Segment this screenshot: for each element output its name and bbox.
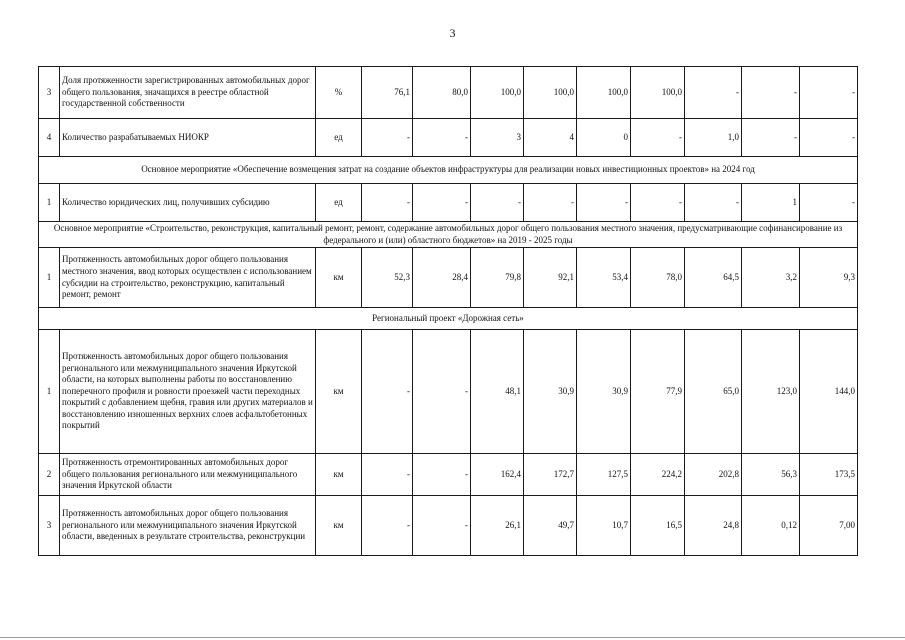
value-cell: 65,0 (685, 330, 742, 454)
value-cell: 80,0 (413, 67, 471, 119)
value-cell: 64,5 (685, 248, 742, 308)
value-cell: - (362, 119, 413, 157)
value-cell: 76,1 (362, 67, 413, 119)
value-cell: - (362, 184, 413, 222)
value-cell: 53,4 (577, 248, 631, 308)
value-cell: - (413, 330, 471, 454)
unit-of-measure: % (316, 67, 362, 119)
indicator-name: Количество разрабатываемых НИОКР (60, 119, 316, 157)
indicator-name: Протяженность отремонтированных автомобильных дорог общего пользования регионального или межмуниципального значения Иркутской области (60, 454, 316, 496)
scan-edge-line (0, 637, 905, 638)
indicator-name: Протяженность автомобильных дорог общего пользования местного значения, ввод которых осуществлен с использованием субсидии на строительство, реконструкцию, капитальный ремонт, ремонт (60, 248, 316, 308)
page-number: 3 (449, 26, 456, 40)
value-cell: - (471, 184, 524, 222)
value-cell: - (631, 119, 685, 157)
unit-of-measure: км (316, 454, 362, 496)
value-cell: 3,2 (742, 248, 800, 308)
value-cell: 7,00 (800, 496, 858, 556)
indicator-name: Протяженность автомобильных дорог общего пользования регионального или межмуниципального значения Иркутской области, на которых выполнены работы по восстановлению поперечного профиля и ровности проезжей части переходных покрытий с добавлением щебня, гравия или других материалов и восстановлению изношенных верхних слоев асфальтобетонных покрытий (60, 330, 316, 454)
value-cell: - (524, 184, 577, 222)
section-title: Региональный проект «Дорожная сеть» (39, 308, 858, 330)
unit-of-measure: ед (316, 119, 362, 157)
table-row (39, 248, 858, 308)
value-cell: 224,2 (631, 454, 685, 496)
value-cell: 9,3 (800, 248, 858, 308)
value-cell: 30,9 (524, 330, 577, 454)
value-cell: 26,1 (471, 496, 524, 556)
value-cell: - (413, 184, 471, 222)
value-cell: 100,0 (631, 67, 685, 119)
value-cell: - (362, 496, 413, 556)
value-cell: - (742, 67, 800, 119)
value-cell: 4 (524, 119, 577, 157)
indicators-table (38, 66, 858, 556)
value-cell: - (685, 67, 742, 119)
row-number: 1 (39, 330, 60, 454)
value-cell: 0 (577, 119, 631, 157)
value-cell: 92,1 (524, 248, 577, 308)
value-cell: - (577, 184, 631, 222)
table-row (39, 67, 858, 119)
value-cell: - (800, 67, 858, 119)
value-cell: 127,5 (577, 454, 631, 496)
value-cell: 1,0 (685, 119, 742, 157)
value-cell: 100,0 (577, 67, 631, 119)
section-header-row (39, 308, 858, 330)
value-cell: 78,0 (631, 248, 685, 308)
value-cell: - (800, 184, 858, 222)
value-cell: 24,8 (685, 496, 742, 556)
table-row (39, 184, 858, 222)
table-row (39, 330, 858, 454)
row-number: 3 (39, 67, 60, 119)
value-cell: 100,0 (524, 67, 577, 119)
value-cell: 30,9 (577, 330, 631, 454)
value-cell: - (362, 330, 413, 454)
section-title: Основное мероприятие «Обеспечение возмещения затрат на создание объектов инфраструктуры для реализации новых инвестиционных проектов» на 2024 год (39, 157, 858, 184)
unit-of-measure: км (316, 496, 362, 556)
table-row (39, 454, 858, 496)
row-number: 1 (39, 184, 60, 222)
unit-of-measure: км (316, 248, 362, 308)
value-cell: - (413, 119, 471, 157)
value-cell: 77,9 (631, 330, 685, 454)
value-cell: 56,3 (742, 454, 800, 496)
value-cell: - (631, 184, 685, 222)
indicator-name: Протяженность автомобильных дорог общего пользования регионального или межмуниципального значения Иркутской области, введенных в результате строительства, реконструкции (60, 496, 316, 556)
value-cell: - (413, 454, 471, 496)
indicator-name: Доля протяженности зарегистрированных автомобильных дорог общего пользования, значащихся в реестре областной государственной собственности (60, 67, 316, 119)
value-cell: 144,0 (800, 330, 858, 454)
value-cell: 79,8 (471, 248, 524, 308)
value-cell: 3 (471, 119, 524, 157)
row-number: 3 (39, 496, 60, 556)
value-cell: 16,5 (631, 496, 685, 556)
section-title: Основное мероприятие «Строительство, реконструкция, капитальный ремонт, ремонт, содержание автомобильных дорог общего пользования местного значения, предусматривающие софинансирование из федерального и (или) областного бюджетов» на 2019 - 2025 годы (39, 222, 858, 248)
value-cell: 52,3 (362, 248, 413, 308)
table-row (39, 119, 858, 157)
value-cell: - (413, 496, 471, 556)
value-cell: 0,12 (742, 496, 800, 556)
value-cell: 49,7 (524, 496, 577, 556)
value-cell: - (742, 119, 800, 157)
value-cell: - (685, 184, 742, 222)
row-number: 2 (39, 454, 60, 496)
table-row (39, 496, 858, 556)
value-cell: 202,8 (685, 454, 742, 496)
section-header-row (39, 222, 858, 248)
value-cell: 123,0 (742, 330, 800, 454)
value-cell: 1 (742, 184, 800, 222)
value-cell: 10,7 (577, 496, 631, 556)
value-cell: 28,4 (413, 248, 471, 308)
value-cell: 162,4 (471, 454, 524, 496)
section-header-row (39, 157, 858, 184)
value-cell: 100,0 (471, 67, 524, 119)
unit-of-measure: ед (316, 184, 362, 222)
row-number: 4 (39, 119, 60, 157)
value-cell: 173,5 (800, 454, 858, 496)
row-number: 1 (39, 248, 60, 308)
value-cell: - (800, 119, 858, 157)
unit-of-measure: км (316, 330, 362, 454)
value-cell: - (362, 454, 413, 496)
indicator-name: Количество юридических лиц, получивших субсидию (60, 184, 316, 222)
value-cell: 172,7 (524, 454, 577, 496)
value-cell: 48,1 (471, 330, 524, 454)
